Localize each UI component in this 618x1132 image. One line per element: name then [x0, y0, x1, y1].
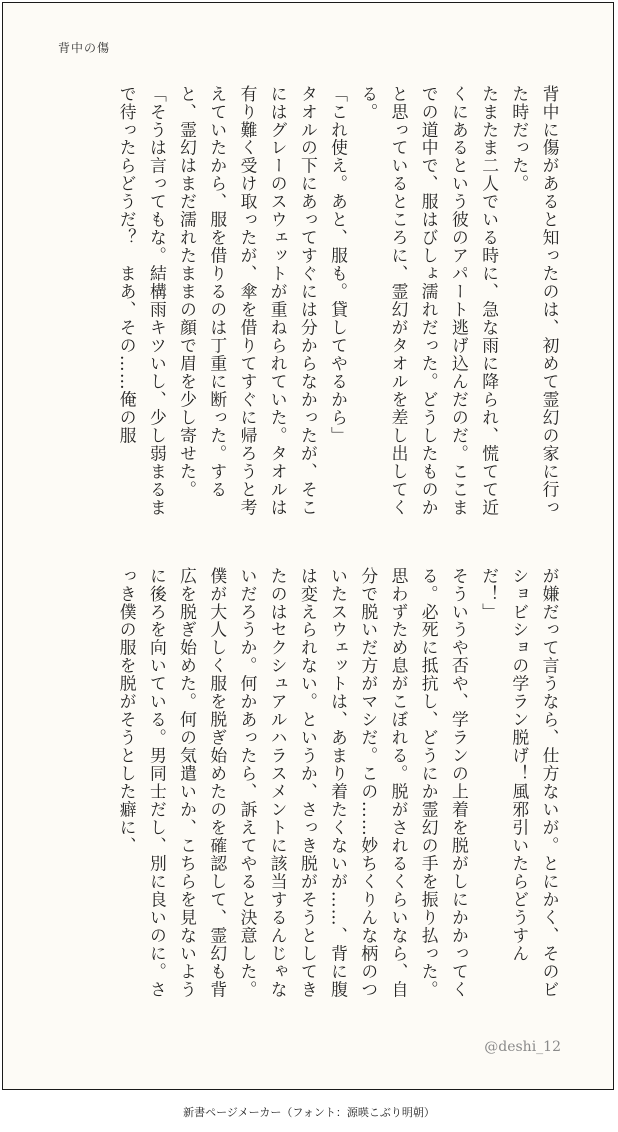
paragraph: 僕が大人しく服を脱ぎ始めたのを確認して、霊幻も背広を脱ぎ始めた。何の気遣いか、こちらを見ないように後ろを向いている。男同士だし、別に良いのに。さっき僕の服を脱がそうとした癖に、 [117, 567, 228, 999]
page-title: 背中の傷 [58, 41, 111, 55]
text-block-top [55, 85, 565, 521]
paragraph: タオルの下にあってすぐには分からなかったが、そこにはグレーのスウェットが重ねられていた。タオルは有り難く受け取ったが、傘を借りてすぐに帰ろうと考えていたから、服を借りるのは丁重に断った。すると、霊幻はまだ濡れたままの顔で眉を少し寄せた。 [177, 85, 319, 517]
book-page [2, 2, 614, 1090]
paragraph: 「そうは言ってもな。結構雨キツいし、少し弱まるまで待ったらどうだ？ まあ、その……俺の服 [117, 85, 168, 517]
paragraph: そういうや否や、学ランの上着を脱がしにかかってくる。必死に抵抗し、どうにか霊幻の手を振り払った。思わずため息がこぼれる。脱がされるくらいなら、自分で脱いだ方がマシだ。この……妙ちくりんな柄のついたスウェットは、あまり着たくないが……、背に腹は変えられない。というか、さっき脱がそうとしてきたのはセクシュアルハラスメントに該当するんじゃないだろうか。何かあったら、訴えてやると決意した。 [237, 567, 470, 999]
paragraph: 「これ使え。あと、服も。貸してやるから」 [328, 85, 349, 445]
paragraph: たまたま二人でいる時に、急な雨に降られ、慌てて近くにあるという彼のアパート逃げ込んだのだ。ここまでの道中で、服はびしょ濡れだった。どうしたものかと思っているところに、霊幻がタオルを差し出してくる。 [358, 85, 500, 517]
footer-credit: 新書ページメーカー（フォント：源暎こぶり明朝） [183, 1106, 435, 1119]
author-handle: @deshi_12 [484, 1039, 561, 1055]
text-block-bottom [55, 567, 565, 1003]
paragraph: が嫌だって言うなら、仕方ないが。とにかく、そのビショビショの学ラン脱げ！風邪引いたらどうすんだ！」 [479, 567, 560, 999]
paragraph: 背中に傷があると知ったのは、初めて霊幻の家に行った時だった。 [509, 85, 560, 517]
